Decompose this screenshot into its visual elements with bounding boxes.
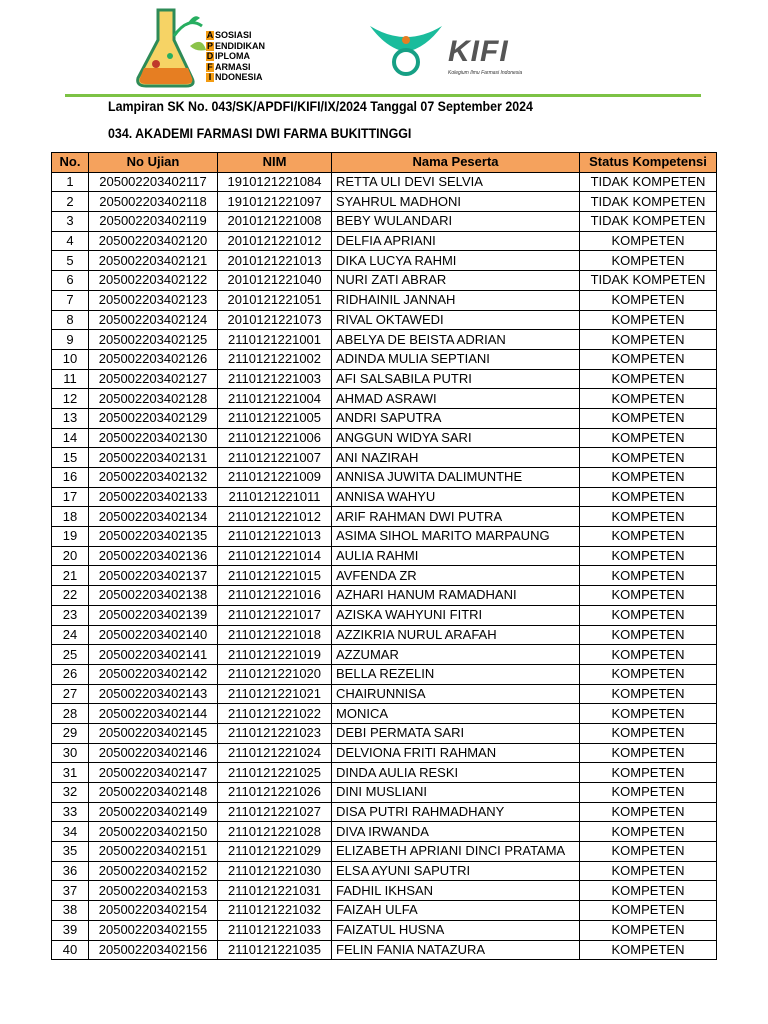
row-number-cell: 35 bbox=[52, 842, 89, 862]
nim-cell: 2110121221013 bbox=[218, 527, 332, 547]
table-row bbox=[52, 290, 717, 310]
row-number-cell: 18 bbox=[52, 507, 89, 527]
exam-number-cell: 205002203402152 bbox=[89, 861, 218, 881]
participant-name-cell: RIDHAINIL JANNAH bbox=[332, 290, 580, 310]
apdfi-letter: A bbox=[206, 30, 214, 40]
participant-name-cell: ASIMA SIHOL MARITO MARPAUNG bbox=[332, 527, 580, 547]
nim-cell: 2110121221009 bbox=[218, 468, 332, 488]
table-row bbox=[52, 920, 717, 940]
nim-cell: 2110121221005 bbox=[218, 408, 332, 428]
competency-status-cell: KOMPETEN bbox=[580, 468, 717, 488]
participant-name-cell: BELLA REZELIN bbox=[332, 664, 580, 684]
competency-status-cell: KOMPETEN bbox=[580, 527, 717, 547]
exam-number-cell: 205002203402147 bbox=[89, 763, 218, 783]
nim-cell: 2110121221031 bbox=[218, 881, 332, 901]
participant-name-cell: DIKA LUCYA RAHMI bbox=[332, 251, 580, 271]
table-row bbox=[52, 349, 717, 369]
row-number-cell: 6 bbox=[52, 271, 89, 291]
row-number-cell: 2 bbox=[52, 192, 89, 212]
nim-cell: 2110121221020 bbox=[218, 664, 332, 684]
table-row bbox=[52, 487, 717, 507]
exam-number-cell: 205002203402142 bbox=[89, 664, 218, 684]
table-row bbox=[52, 566, 717, 586]
row-number-cell: 37 bbox=[52, 881, 89, 901]
competency-status-cell: KOMPETEN bbox=[580, 251, 717, 271]
document-title: Lampiran SK No. 043/SK/APDFI/KIFI/IX/2024 Tanggal 07 September 2024 bbox=[108, 99, 533, 114]
exam-number-cell: 205002203402140 bbox=[89, 625, 218, 645]
row-number-cell: 25 bbox=[52, 645, 89, 665]
exam-number-cell: 205002203402149 bbox=[89, 802, 218, 822]
row-number-cell: 17 bbox=[52, 487, 89, 507]
nim-cell: 2110121221027 bbox=[218, 802, 332, 822]
competency-status-cell: KOMPETEN bbox=[580, 704, 717, 724]
nim-cell: 2110121221026 bbox=[218, 783, 332, 803]
row-number-cell: 31 bbox=[52, 763, 89, 783]
exam-number-cell: 205002203402150 bbox=[89, 822, 218, 842]
exam-number-cell: 205002203402131 bbox=[89, 448, 218, 468]
flask-icon bbox=[128, 6, 208, 90]
competency-status-cell: KOMPETEN bbox=[580, 586, 717, 606]
competency-status-cell: TIDAK KOMPETEN bbox=[580, 192, 717, 212]
nim-cell: 2110121221029 bbox=[218, 842, 332, 862]
nim-cell: 2110121221004 bbox=[218, 389, 332, 409]
exam-number-cell: 205002203402155 bbox=[89, 920, 218, 940]
table-row bbox=[52, 684, 717, 704]
table-row bbox=[52, 468, 717, 488]
institution-name: 034. AKADEMI FARMASI DWI FARMA BUKITTINGGI bbox=[108, 126, 412, 141]
row-number-cell: 22 bbox=[52, 586, 89, 606]
participant-name-cell: ANDRI SAPUTRA bbox=[332, 408, 580, 428]
nim-cell: 2010121221051 bbox=[218, 290, 332, 310]
row-number-cell: 36 bbox=[52, 861, 89, 881]
row-number-cell: 38 bbox=[52, 901, 89, 921]
competency-status-cell: KOMPETEN bbox=[580, 664, 717, 684]
row-number-cell: 19 bbox=[52, 527, 89, 547]
participant-name-cell: ARIF RAHMAN DWI PUTRA bbox=[332, 507, 580, 527]
exam-number-cell: 205002203402136 bbox=[89, 546, 218, 566]
competency-status-cell: KOMPETEN bbox=[580, 802, 717, 822]
row-number-cell: 26 bbox=[52, 664, 89, 684]
row-number-cell: 14 bbox=[52, 428, 89, 448]
table-row bbox=[52, 763, 717, 783]
row-number-cell: 11 bbox=[52, 369, 89, 389]
table-row bbox=[52, 940, 717, 960]
nim-cell: 2110121221023 bbox=[218, 723, 332, 743]
participant-name-cell: CHAIRUNNISA bbox=[332, 684, 580, 704]
table-row bbox=[52, 271, 717, 291]
participant-name-cell: ADINDA MULIA SEPTIANI bbox=[332, 349, 580, 369]
table-row bbox=[52, 605, 717, 625]
table-row bbox=[52, 645, 717, 665]
participant-name-cell: MONICA bbox=[332, 704, 580, 724]
participant-name-cell: ELSA AYUNI SAPUTRI bbox=[332, 861, 580, 881]
table-row bbox=[52, 664, 717, 684]
column-header-no: No. bbox=[52, 153, 89, 173]
table-row bbox=[52, 861, 717, 881]
competency-status-cell: KOMPETEN bbox=[580, 448, 717, 468]
participant-name-cell: DINDA AULIA RESKI bbox=[332, 763, 580, 783]
competency-status-cell: KOMPETEN bbox=[580, 645, 717, 665]
competency-status-cell: KOMPETEN bbox=[580, 783, 717, 803]
exam-number-cell: 205002203402148 bbox=[89, 783, 218, 803]
table-row bbox=[52, 901, 717, 921]
row-number-cell: 9 bbox=[52, 330, 89, 350]
exam-number-cell: 205002203402119 bbox=[89, 212, 218, 232]
competency-status-cell: KOMPETEN bbox=[580, 605, 717, 625]
competency-status-cell: KOMPETEN bbox=[580, 566, 717, 586]
nim-cell: 2010121221013 bbox=[218, 251, 332, 271]
competency-status-cell: KOMPETEN bbox=[580, 408, 717, 428]
column-header-nama-peserta: Nama Peserta bbox=[332, 153, 580, 173]
table-row bbox=[52, 743, 717, 763]
exam-number-cell: 205002203402133 bbox=[89, 487, 218, 507]
kifi-logo-text: KIFI bbox=[448, 35, 509, 68]
table-row bbox=[52, 723, 717, 743]
row-number-cell: 28 bbox=[52, 704, 89, 724]
table-row bbox=[52, 369, 717, 389]
competency-status-cell: KOMPETEN bbox=[580, 290, 717, 310]
nim-cell: 2110121221017 bbox=[218, 605, 332, 625]
table-row bbox=[52, 625, 717, 645]
competency-status-cell: KOMPETEN bbox=[580, 881, 717, 901]
row-number-cell: 10 bbox=[52, 349, 89, 369]
nim-cell: 2110121221032 bbox=[218, 901, 332, 921]
row-number-cell: 30 bbox=[52, 743, 89, 763]
participant-name-cell: ANGGUN WIDYA SARI bbox=[332, 428, 580, 448]
nim-cell: 2110121221019 bbox=[218, 645, 332, 665]
row-number-cell: 15 bbox=[52, 448, 89, 468]
participant-name-cell: AZHARI HANUM RAMADHANI bbox=[332, 586, 580, 606]
table-row bbox=[52, 251, 717, 271]
participant-name-cell: DISA PUTRI RAHMADHANY bbox=[332, 802, 580, 822]
table-row bbox=[52, 389, 717, 409]
competency-status-cell: KOMPETEN bbox=[580, 389, 717, 409]
exam-number-cell: 205002203402122 bbox=[89, 271, 218, 291]
row-number-cell: 13 bbox=[52, 408, 89, 428]
exam-number-cell: 205002203402121 bbox=[89, 251, 218, 271]
competency-status-cell: TIDAK KOMPETEN bbox=[580, 172, 717, 192]
row-number-cell: 39 bbox=[52, 920, 89, 940]
participant-name-cell: AULIA RAHMI bbox=[332, 546, 580, 566]
competency-status-cell: KOMPETEN bbox=[580, 901, 717, 921]
row-number-cell: 32 bbox=[52, 783, 89, 803]
nim-cell: 2010121221008 bbox=[218, 212, 332, 232]
participant-name-cell: FAIZATUL HUSNA bbox=[332, 920, 580, 940]
participant-name-cell: ABELYA DE BEISTA ADRIAN bbox=[332, 330, 580, 350]
exam-number-cell: 205002203402156 bbox=[89, 940, 218, 960]
table-body bbox=[52, 172, 717, 960]
participant-name-cell: ANI NAZIRAH bbox=[332, 448, 580, 468]
nim-cell: 2110121221035 bbox=[218, 940, 332, 960]
row-number-cell: 21 bbox=[52, 566, 89, 586]
participant-name-cell: BEBY WULANDARI bbox=[332, 212, 580, 232]
table-row bbox=[52, 192, 717, 212]
row-number-cell: 40 bbox=[52, 940, 89, 960]
nim-cell: 2110121221003 bbox=[218, 369, 332, 389]
participant-name-cell: DINI MUSLIANI bbox=[332, 783, 580, 803]
table-row bbox=[52, 448, 717, 468]
nim-cell: 2110121221011 bbox=[218, 487, 332, 507]
nim-cell: 2110121221028 bbox=[218, 822, 332, 842]
exam-number-cell: 205002203402117 bbox=[89, 172, 218, 192]
exam-number-cell: 205002203402143 bbox=[89, 684, 218, 704]
table-row bbox=[52, 408, 717, 428]
competency-status-cell: KOMPETEN bbox=[580, 684, 717, 704]
exam-number-cell: 205002203402138 bbox=[89, 586, 218, 606]
participant-name-cell: DEBI PERMATA SARI bbox=[332, 723, 580, 743]
participant-name-cell: FADHIL IKHSAN bbox=[332, 881, 580, 901]
column-header-nim: NIM bbox=[218, 153, 332, 173]
exam-number-cell: 205002203402123 bbox=[89, 290, 218, 310]
competency-status-cell: TIDAK KOMPETEN bbox=[580, 271, 717, 291]
competency-status-cell: KOMPETEN bbox=[580, 723, 717, 743]
participant-name-cell: ANNISA JUWITA DALIMUNTHE bbox=[332, 468, 580, 488]
nim-cell: 2110121221001 bbox=[218, 330, 332, 350]
row-number-cell: 8 bbox=[52, 310, 89, 330]
row-number-cell: 27 bbox=[52, 684, 89, 704]
exam-number-cell: 205002203402154 bbox=[89, 901, 218, 921]
table-header-row bbox=[52, 153, 717, 173]
table-row bbox=[52, 546, 717, 566]
table-row bbox=[52, 428, 717, 448]
table-row bbox=[52, 704, 717, 724]
exam-number-cell: 205002203402145 bbox=[89, 723, 218, 743]
exam-number-cell: 205002203402153 bbox=[89, 881, 218, 901]
row-number-cell: 20 bbox=[52, 546, 89, 566]
table-row bbox=[52, 527, 717, 547]
nim-cell: 2110121221007 bbox=[218, 448, 332, 468]
exam-number-cell: 205002203402124 bbox=[89, 310, 218, 330]
nim-cell: 2110121221016 bbox=[218, 586, 332, 606]
participant-name-cell: AHMAD ASRAWI bbox=[332, 389, 580, 409]
participant-name-cell: DELFIA APRIANI bbox=[332, 231, 580, 251]
participants-table bbox=[51, 152, 717, 960]
competency-status-cell: KOMPETEN bbox=[580, 231, 717, 251]
apdfi-letter: F bbox=[207, 61, 213, 72]
participant-name-cell: ELIZABETH APRIANI DINCI PRATAMA bbox=[332, 842, 580, 862]
participant-name-cell: AZZUMAR bbox=[332, 645, 580, 665]
table-row bbox=[52, 802, 717, 822]
column-header-status: Status Kompetensi bbox=[580, 153, 717, 173]
exam-number-cell: 205002203402126 bbox=[89, 349, 218, 369]
participant-name-cell: FAIZAH ULFA bbox=[332, 901, 580, 921]
apdfi-letter: P bbox=[206, 40, 213, 51]
participant-name-cell: FELIN FANIA NATAZURA bbox=[332, 940, 580, 960]
table-row bbox=[52, 231, 717, 251]
row-number-cell: 5 bbox=[52, 251, 89, 271]
table-row bbox=[52, 783, 717, 803]
exam-number-cell: 205002203402132 bbox=[89, 468, 218, 488]
exam-number-cell: 205002203402128 bbox=[89, 389, 218, 409]
exam-number-cell: 205002203402141 bbox=[89, 645, 218, 665]
apdfi-letter: D bbox=[206, 51, 214, 61]
table-row bbox=[52, 507, 717, 527]
table-row bbox=[52, 330, 717, 350]
kifi-logo bbox=[366, 18, 566, 78]
exam-number-cell: 205002203402127 bbox=[89, 369, 218, 389]
competency-status-cell: KOMPETEN bbox=[580, 920, 717, 940]
row-number-cell: 7 bbox=[52, 290, 89, 310]
competency-status-cell: KOMPETEN bbox=[580, 369, 717, 389]
exam-number-cell: 205002203402151 bbox=[89, 842, 218, 862]
row-number-cell: 33 bbox=[52, 802, 89, 822]
nim-cell: 2110121221006 bbox=[218, 428, 332, 448]
exam-number-cell: 205002203402125 bbox=[89, 330, 218, 350]
row-number-cell: 3 bbox=[52, 212, 89, 232]
competency-status-cell: KOMPETEN bbox=[580, 487, 717, 507]
exam-number-cell: 205002203402130 bbox=[89, 428, 218, 448]
participant-name-cell: RETTA ULI DEVI SELVIA bbox=[332, 172, 580, 192]
exam-number-cell: 205002203402129 bbox=[89, 408, 218, 428]
nim-cell: 2110121221021 bbox=[218, 684, 332, 704]
participant-name-cell: AZISKA WAHYUNI FITRI bbox=[332, 605, 580, 625]
nim-cell: 2110121221002 bbox=[218, 349, 332, 369]
participant-name-cell: SYAHRUL MADHONI bbox=[332, 192, 580, 212]
row-number-cell: 1 bbox=[52, 172, 89, 192]
participant-name-cell: RIVAL OKTAWEDI bbox=[332, 310, 580, 330]
nim-cell: 2110121221025 bbox=[218, 763, 332, 783]
participant-name-cell: ANNISA WAHYU bbox=[332, 487, 580, 507]
table-row bbox=[52, 212, 717, 232]
nim-cell: 2110121221015 bbox=[218, 566, 332, 586]
kifi-logo-subtitle: Kolegium Ilmu Farmasi Indonesia bbox=[448, 70, 523, 76]
competency-status-cell: KOMPETEN bbox=[580, 842, 717, 862]
row-number-cell: 24 bbox=[52, 625, 89, 645]
nim-cell: 2010121221040 bbox=[218, 271, 332, 291]
competency-status-cell: KOMPETEN bbox=[580, 861, 717, 881]
row-number-cell: 4 bbox=[52, 231, 89, 251]
participant-name-cell: AZZIKRIA NURUL ARAFAH bbox=[332, 625, 580, 645]
exam-number-cell: 205002203402144 bbox=[89, 704, 218, 724]
nim-cell: 1910121221084 bbox=[218, 172, 332, 192]
nim-cell: 2110121221024 bbox=[218, 743, 332, 763]
nim-cell: 2110121221018 bbox=[218, 625, 332, 645]
competency-status-cell: KOMPETEN bbox=[580, 330, 717, 350]
row-number-cell: 16 bbox=[52, 468, 89, 488]
exam-number-cell: 205002203402139 bbox=[89, 605, 218, 625]
exam-number-cell: 205002203402118 bbox=[89, 192, 218, 212]
participant-name-cell: AVFENDA ZR bbox=[332, 566, 580, 586]
participant-name-cell: NURI ZATI ABRAR bbox=[332, 271, 580, 291]
competency-status-cell: KOMPETEN bbox=[580, 940, 717, 960]
nim-cell: 2110121221033 bbox=[218, 920, 332, 940]
row-number-cell: 12 bbox=[52, 389, 89, 409]
nim-cell: 2110121221030 bbox=[218, 861, 332, 881]
participant-name-cell: AFI SALSABILA PUTRI bbox=[332, 369, 580, 389]
table-row bbox=[52, 822, 717, 842]
apdfi-letter: I bbox=[206, 73, 214, 82]
exam-number-cell: 205002203402120 bbox=[89, 231, 218, 251]
kifi-emblem-icon bbox=[366, 18, 446, 82]
competency-status-cell: KOMPETEN bbox=[580, 349, 717, 369]
row-number-cell: 29 bbox=[52, 723, 89, 743]
nim-cell: 2010121221012 bbox=[218, 231, 332, 251]
exam-number-cell: 205002203402146 bbox=[89, 743, 218, 763]
competency-status-cell: KOMPETEN bbox=[580, 763, 717, 783]
competency-status-cell: KOMPETEN bbox=[580, 428, 717, 448]
nim-cell: 2110121221012 bbox=[218, 507, 332, 527]
header-divider bbox=[65, 94, 701, 97]
competency-status-cell: KOMPETEN bbox=[580, 743, 717, 763]
nim-cell: 2110121221014 bbox=[218, 546, 332, 566]
participant-name-cell: DIVA IRWANDA bbox=[332, 822, 580, 842]
exam-number-cell: 205002203402134 bbox=[89, 507, 218, 527]
competency-status-cell: KOMPETEN bbox=[580, 822, 717, 842]
competency-status-cell: KOMPETEN bbox=[580, 546, 717, 566]
exam-number-cell: 205002203402137 bbox=[89, 566, 218, 586]
apdfi-logo bbox=[128, 6, 338, 90]
table-row bbox=[52, 881, 717, 901]
table-row bbox=[52, 842, 717, 862]
row-number-cell: 23 bbox=[52, 605, 89, 625]
table-row bbox=[52, 586, 717, 606]
nim-cell: 2010121221073 bbox=[218, 310, 332, 330]
table-row bbox=[52, 172, 717, 192]
participant-name-cell: DELVIONA FRITI RAHMAN bbox=[332, 743, 580, 763]
column-header-no-ujian: No Ujian bbox=[89, 153, 218, 173]
row-number-cell: 34 bbox=[52, 822, 89, 842]
exam-number-cell: 205002203402135 bbox=[89, 527, 218, 547]
table-row bbox=[52, 310, 717, 330]
competency-status-cell: TIDAK KOMPETEN bbox=[580, 212, 717, 232]
competency-status-cell: KOMPETEN bbox=[580, 625, 717, 645]
apdfi-logo-text: A SOSIASI P ENDIDIKAN D IPLOMA F ARMASI I NDONESIA bbox=[206, 30, 266, 82]
competency-status-cell: KOMPETEN bbox=[580, 310, 717, 330]
nim-cell: 1910121221097 bbox=[218, 192, 332, 212]
nim-cell: 2110121221022 bbox=[218, 704, 332, 724]
competency-status-cell: KOMPETEN bbox=[580, 507, 717, 527]
